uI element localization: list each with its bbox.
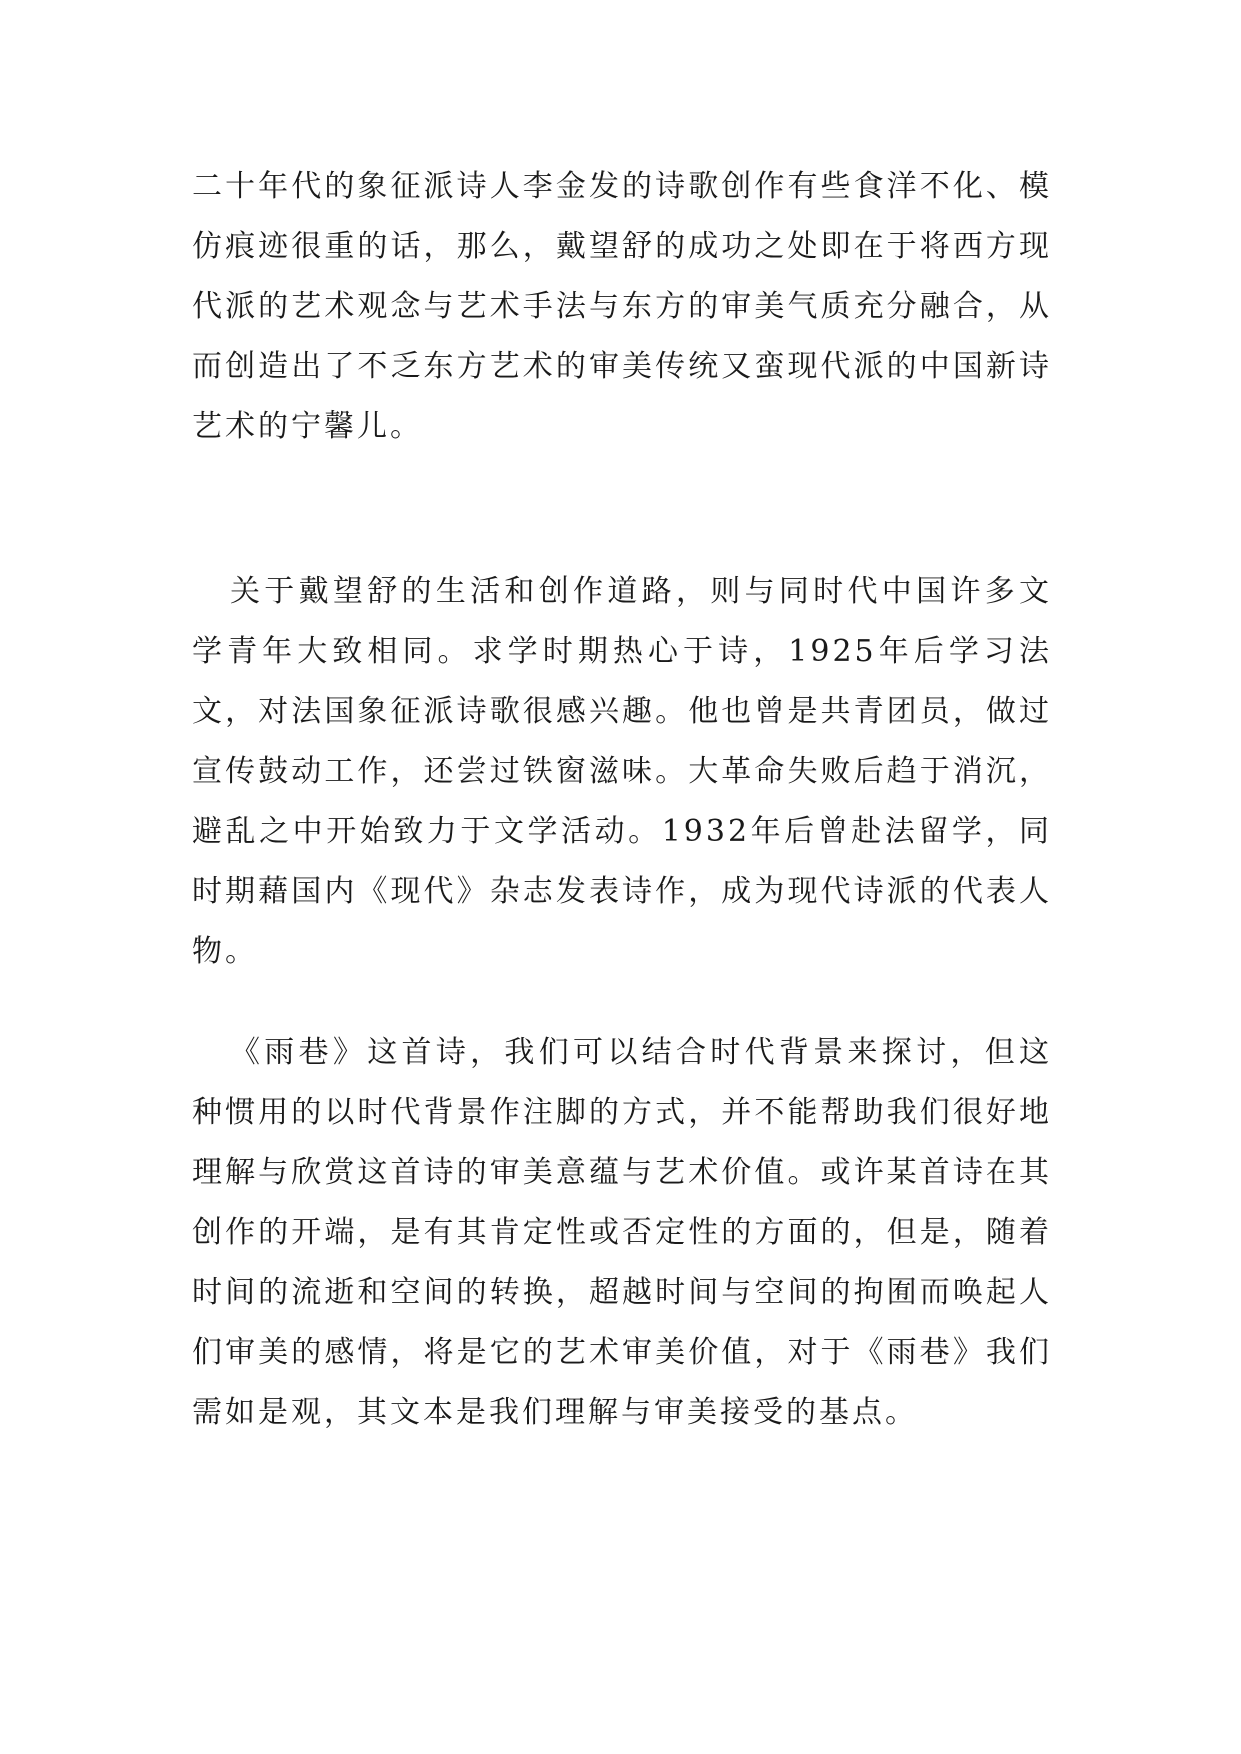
paragraph-3: 《雨巷》这首诗，我们可以结合时代背景来探讨，但这种惯用的以时代背景作注脚的方式，并不能帮助我们很好地理解与欣赏这首诗的审美意蕴与艺术价值。或许某首诗在其创作的开端，是有其肯定性或否定性的方面的，但是，随着时间的流逝和空间的转换，超越时间与空间的拘囿而唤起人们审美的感情，将是它的艺术审美价值，对于《雨巷》我们需如是观，其文本是我们理解与审美接受的基点。 xyxy=(192,1035,1052,1430)
paragraph-1: 二十年代的象征派诗人李金发的诗歌创作有些食洋不化、模仿痕迹很重的话，那么，戴望舒的成功之处即在于将西方现代派的艺术观念与艺术手法与东方的审美气质充分融合，从而创造出了不乏东方艺术的审美传统又蛮现代派的中国新诗艺术的宁馨儿。 xyxy=(192,169,1052,444)
paragraph-2: 关于戴望舒的生活和创作道路，则与同时代中国许多文学青年大致相同。求学时期热心于诗，1925年后学习法文，对法国象征派诗歌很感兴趣。他也曾是共青团员，做过宣传鼓动工作，还尝过铁窗滋味。大革命失败后趋于消沉，避乱之中开始致力于文学活动。1932年后曾赴法留学，同时期藉国内《现代》杂志发表诗作，成为现代诗派的代表人物。 xyxy=(192,574,1052,969)
